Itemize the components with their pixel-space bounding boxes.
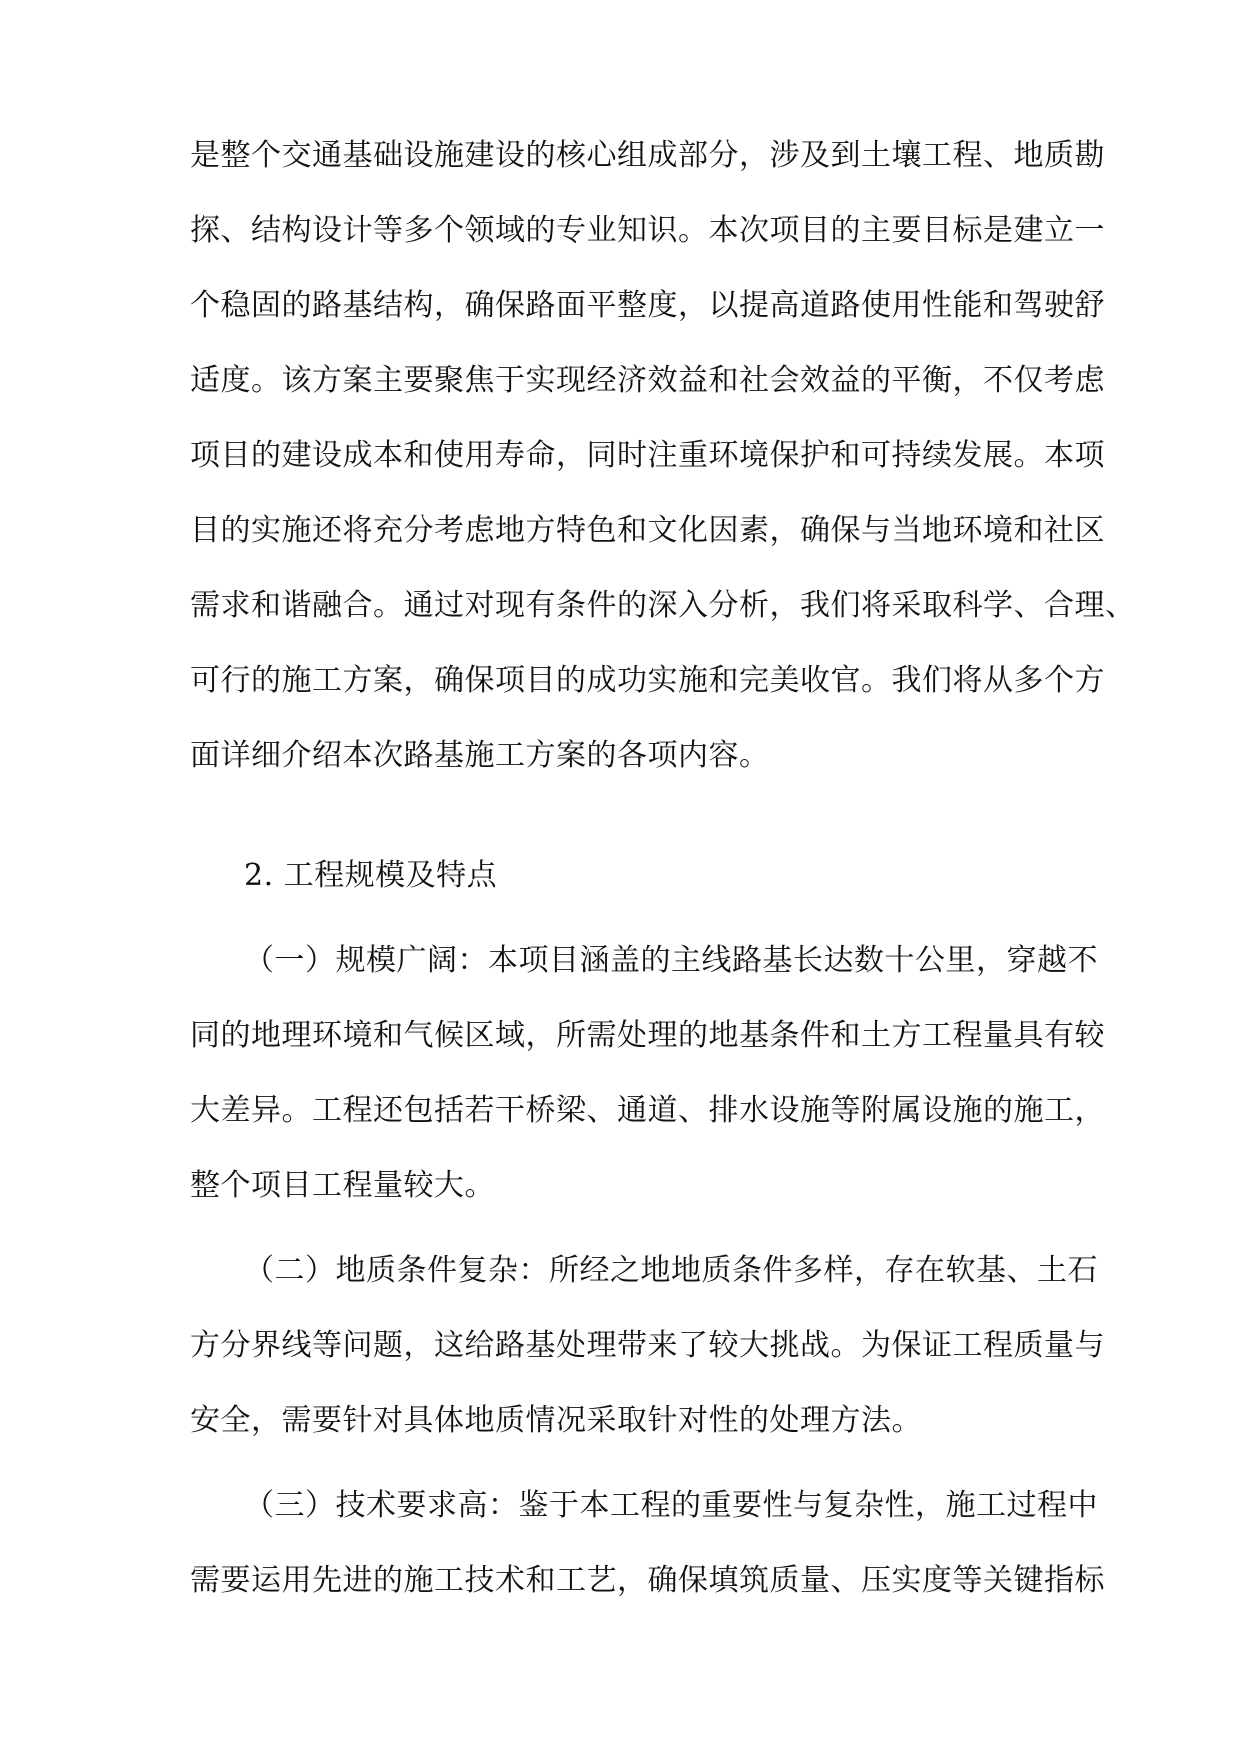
paragraph-line: 大差异。工程还包括若干桥梁、通道、排水设施等附属设施的施工， xyxy=(190,1093,1105,1128)
paragraph-line: 安全，需要针对具体地质情况采取针对性的处理方法。 xyxy=(190,1403,922,1438)
paragraph-line: 整个项目工程量较大。 xyxy=(190,1168,495,1203)
intro-line: 适度。该方案主要聚焦于实现经济效益和社会效益的平衡，不仅考虑 xyxy=(190,363,1105,398)
intro-line: 需求和谐融合。通过对现有条件的深入分析，我们将采取科学、合理、 xyxy=(190,588,1136,623)
paragraph-line: （一）规模广阔：本项目涵盖的主线路基长达数十公里，穿越不 xyxy=(244,943,1098,978)
paragraph-line: （三）技术要求高：鉴于本工程的重要性与复杂性，施工过程中 xyxy=(244,1488,1098,1523)
intro-line: 是整个交通基础设施建设的核心组成部分，涉及到土壤工程、地质勘 xyxy=(190,138,1105,173)
intro-line: 面详细介绍本次路基施工方案的各项内容。 xyxy=(190,738,770,773)
intro-line: 目的实施还将充分考虑地方特色和文化因素，确保与当地环境和社区 xyxy=(190,513,1105,548)
section-heading: 2. 工程规模及特点 xyxy=(244,858,498,893)
intro-line: 可行的施工方案，确保项目的成功实施和完美收官。我们将从多个方 xyxy=(190,663,1105,698)
intro-line: 项目的建设成本和使用寿命，同时注重环境保护和可持续发展。本项 xyxy=(190,438,1105,473)
paragraph-line: （二）地质条件复杂：所经之地地质条件多样，存在软基、土石 xyxy=(244,1253,1098,1288)
intro-line: 个稳固的路基结构，确保路面平整度，以提高道路使用性能和驾驶舒 xyxy=(190,288,1105,323)
paragraph-line: 方分界线等问题，这给路基处理带来了较大挑战。为保证工程质量与 xyxy=(190,1328,1105,1363)
intro-line: 探、结构设计等多个领域的专业知识。本次项目的主要目标是建立一 xyxy=(190,213,1105,248)
paragraph-line: 同的地理环境和气候区域，所需处理的地基条件和土方工程量具有较 xyxy=(190,1018,1105,1053)
paragraph-line: 需要运用先进的施工技术和工艺，确保填筑质量、压实度等关键指标 xyxy=(190,1563,1105,1598)
